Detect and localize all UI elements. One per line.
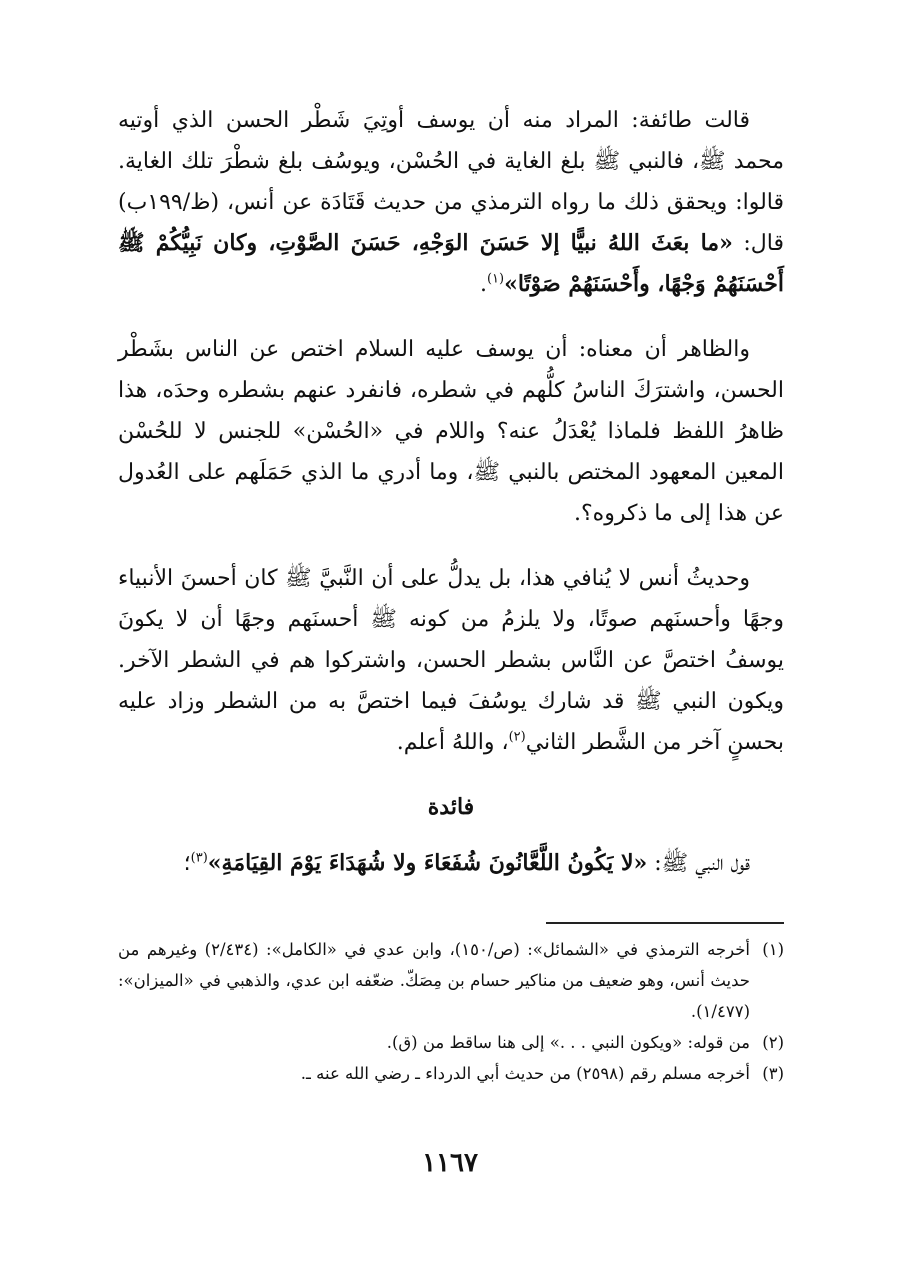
footnote-ref-2[interactable]: (٢): [508, 729, 526, 745]
section-lead-text: قول النبي ﷺ:: [647, 851, 750, 876]
page-content: [118, 100, 784, 1089]
paragraph-1-end: .: [479, 272, 487, 297]
section-lead-paragraph: [118, 843, 784, 884]
footnote-2: [118, 1027, 784, 1058]
paragraph-2: [118, 329, 784, 534]
footnote-1: [118, 934, 784, 1027]
paragraph-3-end: ، واللهُ أعلم.: [396, 730, 509, 755]
footnote-text: أخرجه مسلم رقم (٢٥٩٨) من حديث أبي الدرداء ـ رضي الله عنه ـ.: [300, 1064, 750, 1083]
paragraph-2-text: والظاهر أن معناه: أن يوسف عليه السلام اختص عن الناس بشَطْر الحسن، واشترَكَ الناسُ كلُّهم في شطره، فانفرد عنهم بشطره وحدَه، هذا ظاهرُ اللفظ فلماذا يُعْدَلُ عنه؟ واللام في «الحُسْن» للجنس لا للحُسْن المعين المعهود المختص بالنبي ﷺ، وما أدري ما الذي حَمَلَهم على العُدول عن هذا إلى ما ذكروه؟.: [118, 337, 784, 526]
footnote-number: (٢): [762, 1033, 784, 1052]
footnote-divider: [546, 922, 784, 924]
footnote-3: [118, 1058, 784, 1089]
footnote-text: أخرجه الترمذي في «الشمائل»: (ص/١٥٠)، وابن عدي في «الكامل»: (٢/٤٣٤) وغيرهم من حديث أنس، وهو ضعيف من مناكير حسام بن مِصَكّ. ضعّفه ابن عدي، والذهبي في «الميزان»: (١/٤٧٧).: [118, 940, 751, 1021]
hadith-quote-1: «ما بعَثَ اللهُ نبيًّا إلا حَسَنَ الوَجْهِ، حَسَنَ الصَّوْتِ، وكان نَبِيُّكُمْ ﷺ أَحْسَنَهُمْ وَجْهًا، وأَحْسَنَهُمْ صَوْتًا»: [118, 230, 784, 297]
footnote-ref-1[interactable]: (١): [486, 271, 505, 287]
page-number: ١١٦٧: [422, 1148, 478, 1178]
paragraph-1-text: قالت طائفة: المراد منه أن يوسف أوتِيَ شَطْر الحسن الذي أوتيه محمد ﷺ، فالنبي ﷺ بلغ الغاية في الحُسْن، ويوسُف بلغ شطْرَ تلك الغاية. قالوا: ويحقق ذلك ما رواه الترمذي من حديث قَتَادَة عن أنس، (ظ/١٩٩ب) قال:: [118, 108, 784, 256]
section-lead-end: ؛: [183, 851, 191, 876]
paragraph-3-text: وحديثُ أنس لا يُنافي هذا، بل يدلُّ على أن النَّبيَّ ﷺ كان أحسنَ الأنبياء وجهًا وأحسنَهم صوتًا، ولا يلزمُ من كونه ﷺ أحسنَهم وجهًا أن لا يكونَ يوسفُ اختصَّ عن النَّاس بشطر الحسن، واشتركوا هم في الشطر الآخر. ويكون النبي ﷺ قد شارك يوسُفَ فيما اختصَّ به من الشطر وزاد عليه بحسنٍ آخر من الشَّطر الثاني: [118, 566, 784, 755]
paragraph-3: [118, 558, 784, 763]
footnote-ref-3[interactable]: (٣): [190, 850, 208, 866]
footnote-text: من قوله: «ويكون النبي . . .» إلى هنا ساقط من (ق).: [386, 1033, 750, 1052]
footnote-number: (٣): [762, 1064, 784, 1083]
paragraph-1: [118, 100, 784, 305]
footnote-number: (١): [762, 940, 784, 959]
hadith-quote-2: «لا يَكُونُ اللَّعَّانُونَ شُفَعَاءَ ولا شُهَدَاءَ يَوْمَ القِيَامَةِ»: [207, 850, 648, 876]
footnotes: [118, 934, 784, 1089]
section-heading: فائدة: [427, 794, 475, 820]
